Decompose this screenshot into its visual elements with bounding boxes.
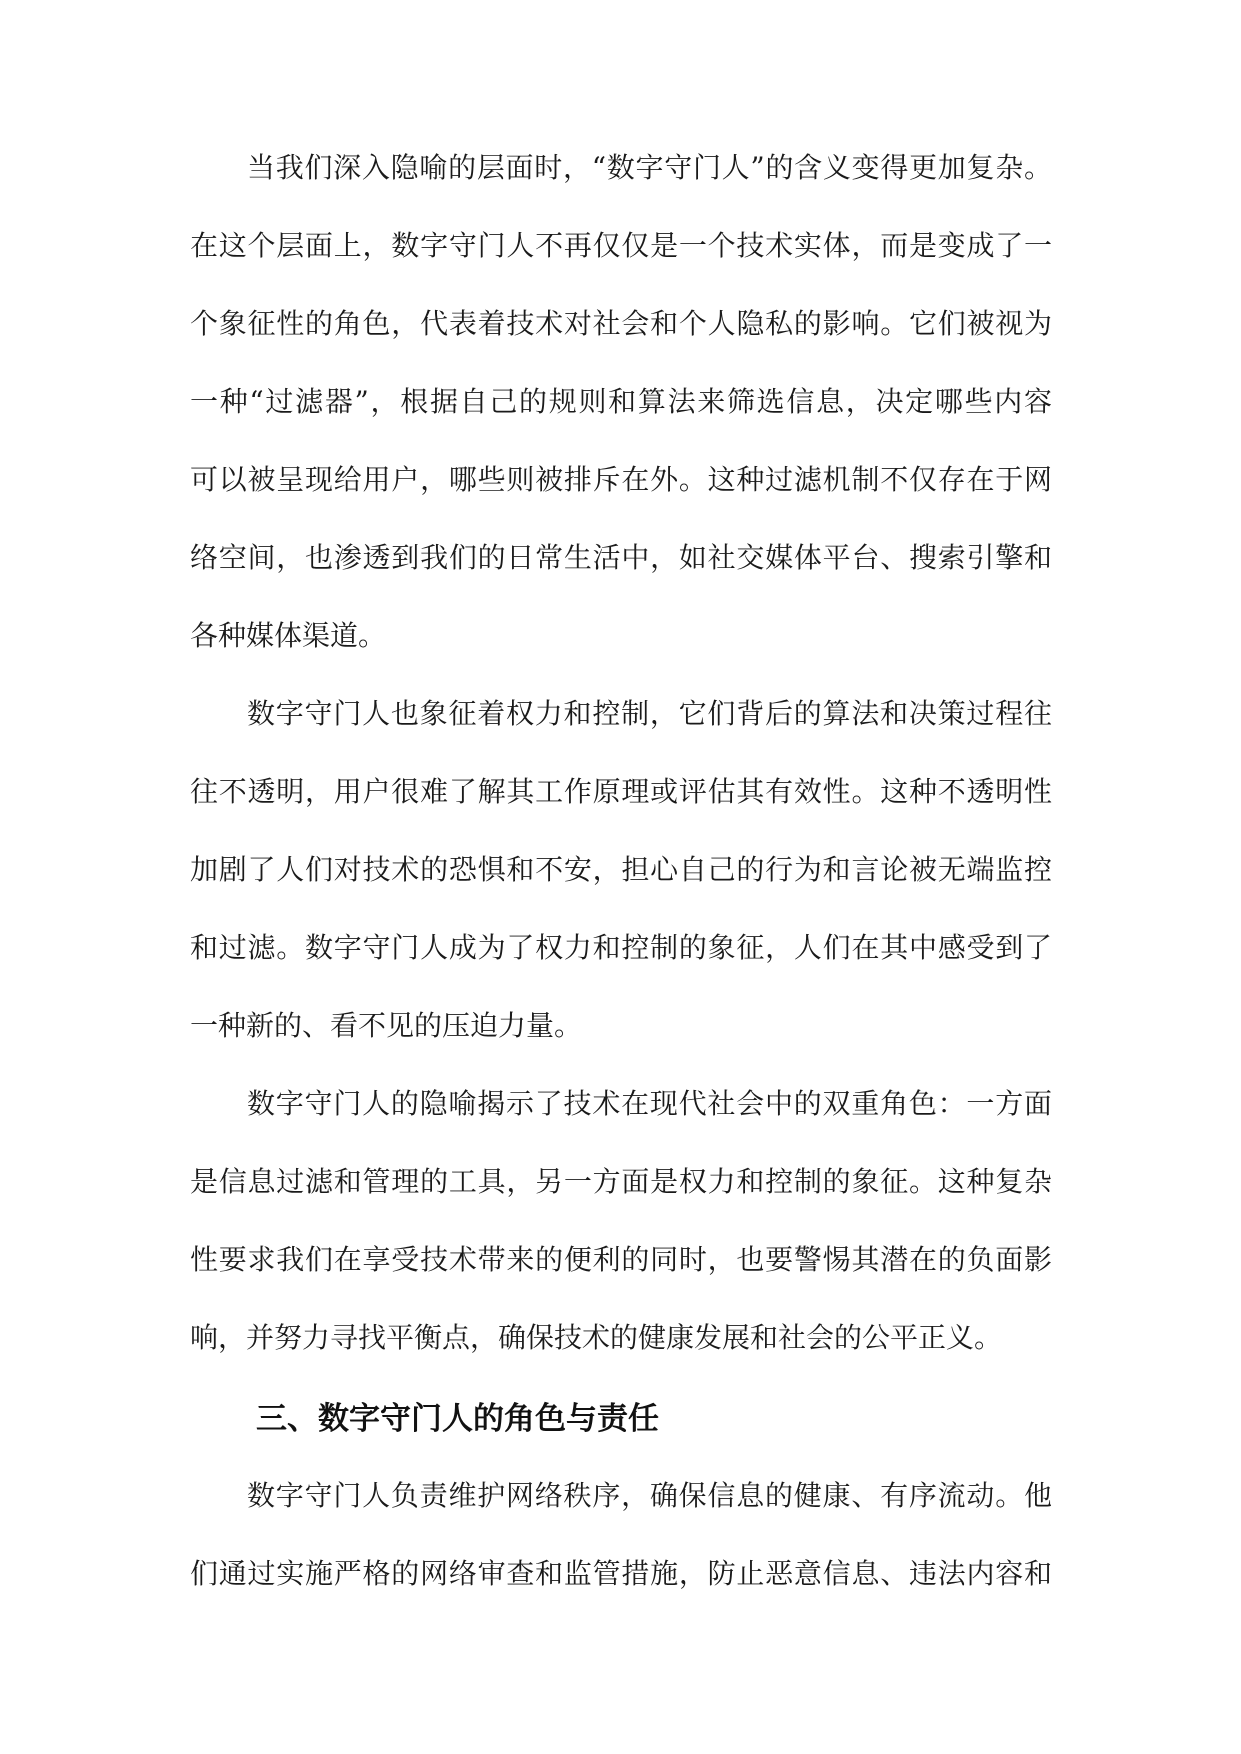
- paragraph-3-line-3: 性要求我们在享受技术带来的便利的同时，也要警惕其潜在的负面影: [190, 1243, 1052, 1276]
- paragraph-1-line-4: 一种“过滤器”，根据自己的规则和算法来筛选信息，决定哪些内容: [190, 385, 1052, 418]
- paragraph-1-line-1: 当我们深入隐喻的层面时，“数字守门人”的含义变得更加复杂。: [247, 151, 1052, 184]
- paragraph-1-line-5: 可以被呈现给用户，哪些则被排斥在外。这种过滤机制不仅存在于网: [190, 463, 1052, 496]
- paragraph-3-line-4: 响，并努力寻找平衡点，确保技术的健康发展和社会的公平正义。: [190, 1321, 1003, 1354]
- section-paragraph-line-2: 们通过实施严格的网络审查和监管措施，防止恶意信息、违法内容和: [190, 1557, 1052, 1590]
- paragraph-3-line-2: 是信息过滤和管理的工具，另一方面是权力和控制的象征。这种复杂: [190, 1165, 1052, 1198]
- paragraph-3-line-1: 数字守门人的隐喻揭示了技术在现代社会中的双重角色：一方面: [247, 1087, 1052, 1120]
- paragraph-1-line-7: 各种媒体渠道。: [190, 619, 387, 652]
- paragraph-1-line-2: 在这个层面上，数字守门人不再仅仅是一个技术实体，而是变成了一: [190, 229, 1052, 262]
- paragraph-2-line-4: 和过滤。数字守门人成为了权力和控制的象征，人们在其中感受到了: [190, 931, 1052, 964]
- section-paragraph-line-1: 数字守门人负责维护网络秩序，确保信息的健康、有序流动。他: [247, 1479, 1052, 1512]
- paragraph-1-line-6: 络空间，也渗透到我们的日常生活中，如社交媒体平台、搜索引擎和: [190, 541, 1052, 574]
- paragraph-1-line-3: 个象征性的角色，代表着技术对社会和个人隐私的影响。它们被视为: [190, 307, 1052, 340]
- section-heading: 三、数字守门人的角色与责任: [256, 1401, 659, 1437]
- paragraph-2-line-3: 加剧了人们对技术的恐惧和不安，担心自己的行为和言论被无端监控: [190, 853, 1052, 886]
- paragraph-2-line-2: 往不透明，用户很难了解其工作原理或评估其有效性。这种不透明性: [190, 775, 1052, 808]
- paragraph-2-line-5: 一种新的、看不见的压迫力量。: [190, 1009, 583, 1042]
- paragraph-2-line-1: 数字守门人也象征着权力和控制，它们背后的算法和决策过程往: [247, 697, 1052, 730]
